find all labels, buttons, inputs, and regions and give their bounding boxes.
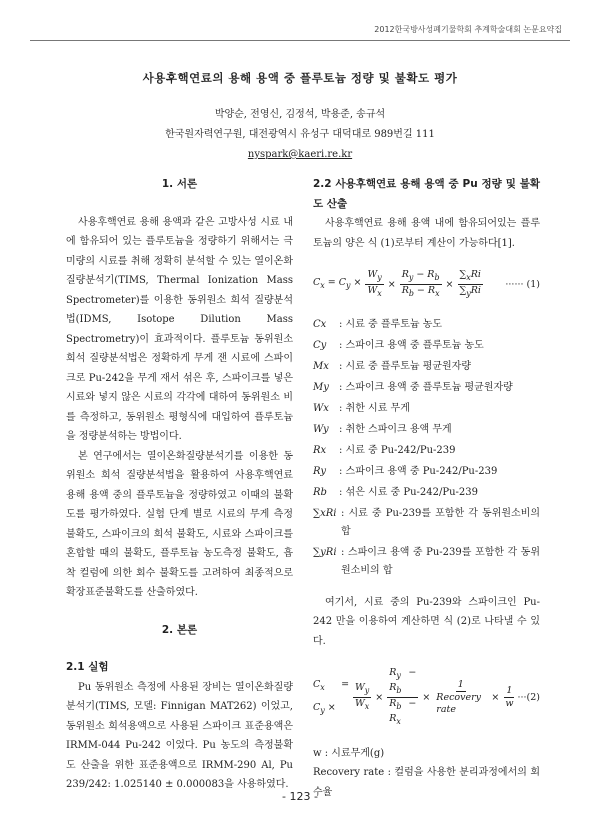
- section-2-2-title: 2.2 사용후핵연료 용해 용액 중 Pu 정량 및 불확도 산출: [313, 178, 540, 210]
- left-column: [66, 175, 293, 795]
- section-2-1-paragraph: Pu 동위원소 측정에 사용된 장비는 열이온화질량분석기(TIMS, 모델: Finnigan MAT262) 이었고, 동위원소 희석용액으로 사용된 스파이크 표준용액은 IRMM-044 Pu-242 이었다. Pu 농도의 측정불확도 산출을 위한 표준용액으로 IRMM-290 Al, Pu 239/242: 1.025140 ± 0.000083을 사용하였다.: [66, 681, 293, 790]
- definition-item: ∑xRi : 시료 중 Pu-239를 포함한 각 동위원소비의 합: [313, 507, 540, 537]
- right-column: [313, 175, 540, 802]
- variable-definitions: [313, 316, 540, 580]
- paper-title: 사용후핵연료의 용해 용액 중 플루토늄 정량 및 불확도 평가: [142, 71, 458, 85]
- definition-item: My : 스파이크 용액 중 플루토늄 평균원자량: [313, 381, 513, 393]
- equation-2-tag: ···(2): [517, 691, 540, 703]
- w-definition: w : 시료무게(g): [313, 747, 385, 759]
- recovery-definition: Recovery rate : 컬럼을 사용한 분리과정에서의 회수율: [313, 767, 540, 798]
- equation-2-intro: 여기서, 시료 중의 Pu-239와 스파이크인 Pu-242 만을 이용하여 계산하면 식 (2)로 나타낼 수 있다.: [313, 596, 540, 647]
- definition-item: Rx : 시료 중 Pu-242/Pu-239: [313, 444, 456, 456]
- conference-header: 2012한국방사성폐기물학회 추계학술대회 논문요약집: [374, 25, 562, 34]
- definition-item: Cy : 스파이크 용액 중 플루토늄 농도: [313, 339, 484, 351]
- section-1-title: 1. 서론: [161, 178, 198, 190]
- definition-item: Rb : 섞은 시료 중 Pu-242/Pu-239: [313, 486, 479, 498]
- author-affiliation: 한국원자력연구원, 대전광역시 유성구 대덕대로 989번길 111: [165, 129, 435, 140]
- section-2-title: 2. 본론: [161, 623, 198, 636]
- author-email[interactable]: nyspark@kaeri.re.kr: [247, 149, 353, 160]
- equation-2: $C_x = C_y$ × $\frac{W_y}{W_x}$ × $\frac{R_y - R_b}{R_b - R_x}$ × $\frac{1}{\text{Recovery rate}}$ × $\frac{1}{w}$ ···(2): [313, 667, 540, 726]
- section-2-2-paragraph: 사용후핵연료 용해 용액 내에 함유되어있는 플루토늄의 양은 식 (1)로부터 계산이 가능하다[1].: [313, 218, 540, 249]
- equation-1-tag: ······ (1): [505, 278, 540, 290]
- recovery-rate-label: Recovery rate: [436, 692, 482, 716]
- section-2-1-title: 2.1 실험: [66, 661, 109, 673]
- equation-1: $C_x = C_y$ × $\frac{W_y}{W_x}$ × $\frac{R_y - R_b}{R_b - R_x}$ × $\frac{\sum_xRi}{\sum_yRi}$ ······ (1): [313, 269, 540, 298]
- definition-item: Wx : 취한 시료 무게: [313, 402, 410, 414]
- author-names: 박양순, 전영신, 김정석, 박용준, 송규석: [214, 109, 386, 120]
- definition-item: Wy : 취한 스파이크 용액 무게: [313, 423, 452, 435]
- definition-item: Mx : 시료 중 플루토늄 평균원자량: [313, 360, 472, 372]
- section-1-paragraph-1: 사용후핵연료 용해 용액과 같은 고방사성 시료 내에 함유되어 있는 플루토늄을 정량하기 위해서는 극미량의 시료를 취해 정확히 분석할 수 있는 열이온화질량분석기(TIMS, Thermal Ionization Mass Spectrometer)를 이용한 동위원소 희석 질량분석법(IDMS, Isotope Dilution Mass Spectrometry)이 효과적이다. 플루토늄 동위원소 희석 질량분석법은 정확하게 무게 잰 시료에 스파이크로 Pu-242을 무게 재서 섞은 후, 스파이크를 넣은 시료와 넣지 않은 시료의 각각에 대하여 동위원소 비를 측정하고, 동위원소 평형식에 대입하여 플루토늄을 정량분석하는 방법이다.: [66, 216, 293, 442]
- section-1-paragraph-2: 본 연구에서는 열이온화질량분석기를 이용한 동위원소 희석 질량분석법을 활용하여 사용후핵연료 용해 용액 중의 플루토늄을 정량하였고 이때의 불확도를 평가하였다. 실험 단계 별로 시료의 무게 측정 불확도, 스파이크의 희석 불확도, 시료와 스파이크를 혼합할 때의 불확도, 플루토늄 농도측정 불확도, 흡착 컬럼에 의한 회수 불확도를 고려하여 최종적으로 확장표준불확도를 산출하였다.: [66, 450, 293, 598]
- page-number: - 123 -: [282, 790, 318, 803]
- author-block: [0, 105, 600, 165]
- definition-item: ∑yRi : 스파이크 용액 중 Pu-239를 포함한 각 동위원소비의 합: [313, 546, 540, 576]
- header-rule: [30, 40, 570, 41]
- definition-item: Ry : 스파이크 용액 중 Pu-242/Pu-239: [313, 465, 498, 477]
- definition-item: Cx : 시료 중 플루토늄 농도: [313, 318, 443, 330]
